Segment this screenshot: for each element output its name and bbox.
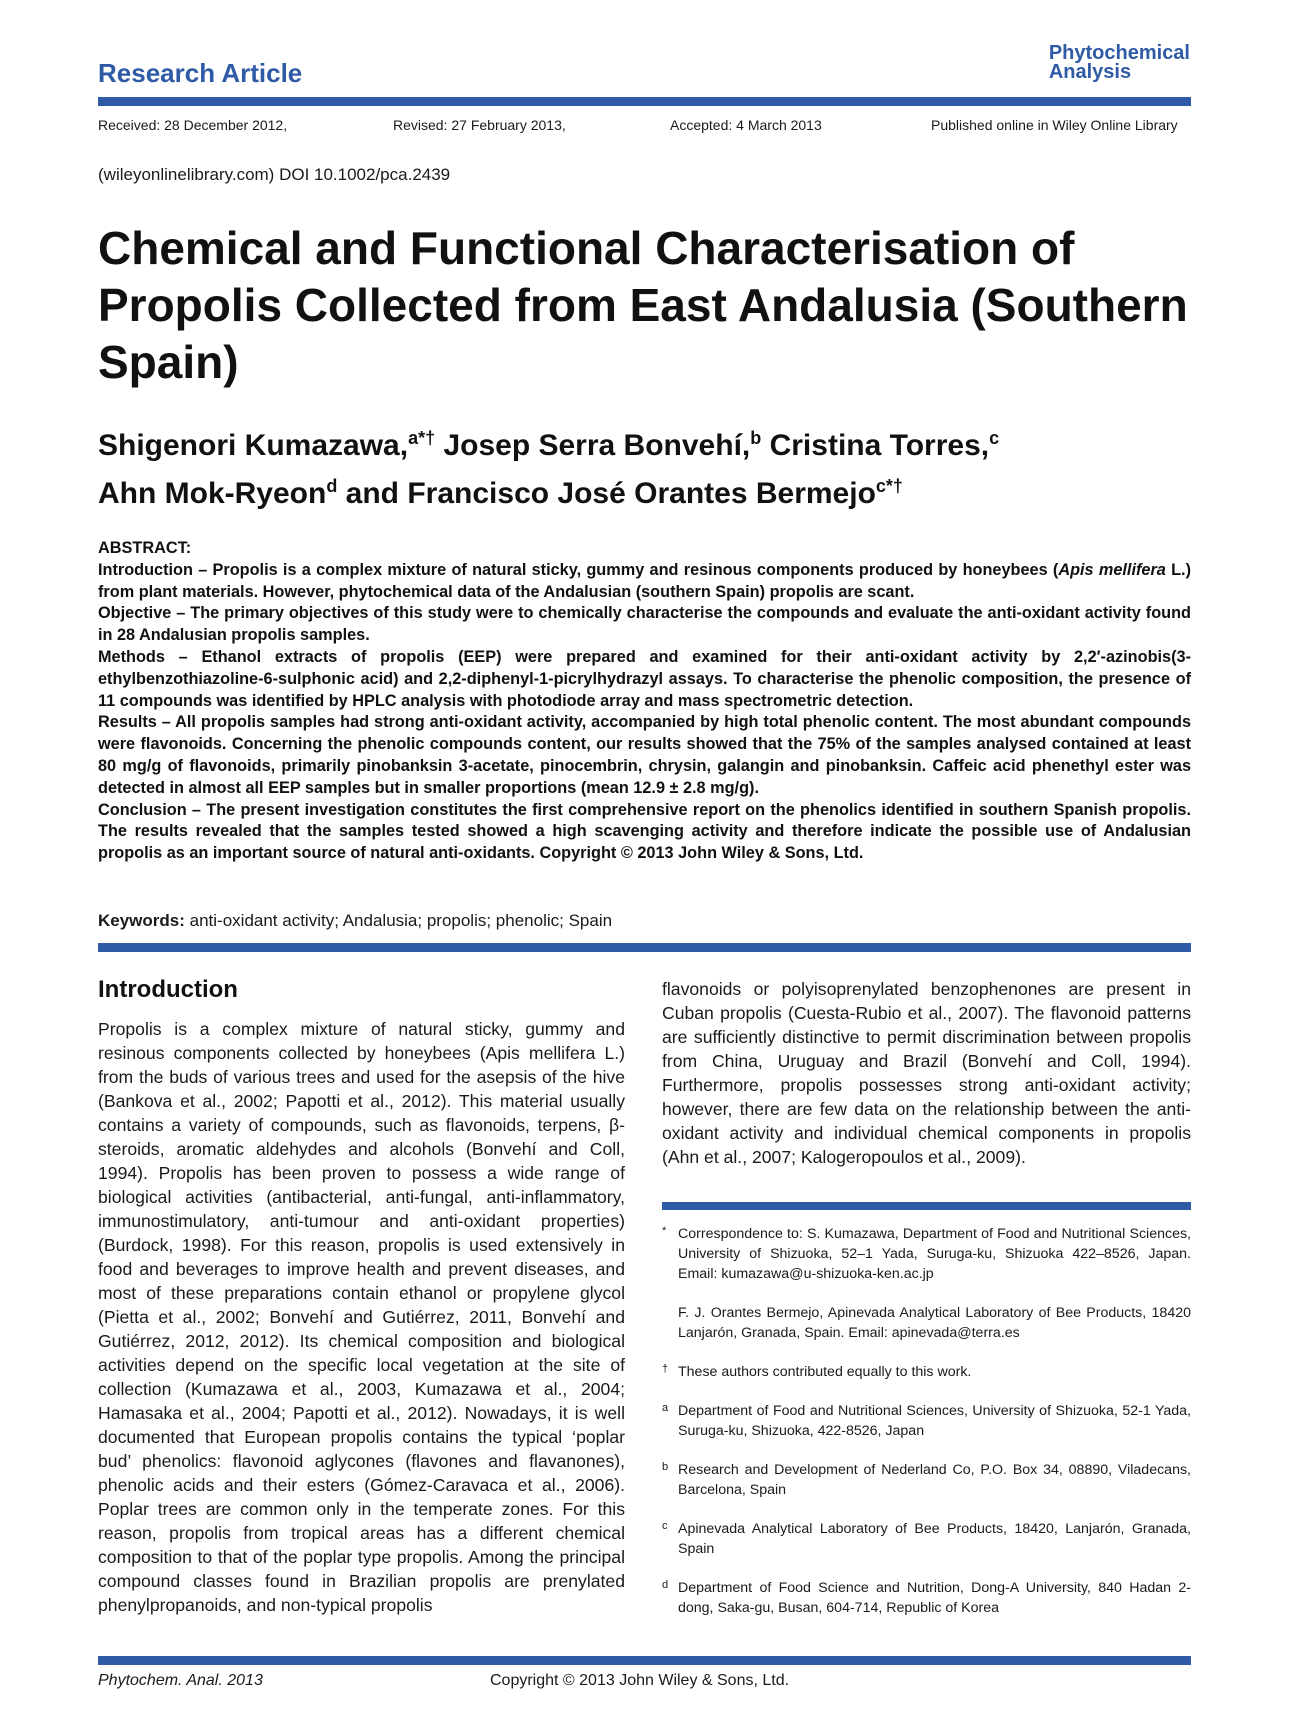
doi-line: (wileyonlinelibrary.com) DOI 10.1002/pca.2439 xyxy=(98,165,451,184)
footnote-item: d Department of Food Science and Nutrition, Dong-A University, 840 Hadan 2-dong, Saka-gu, Busan, 604-714, Republic of Korea xyxy=(662,1578,1191,1618)
keywords-label: Keywords: xyxy=(98,911,185,930)
abstract-methods: Methods – Ethanol extracts of propolis (EEP) were prepared and examined for their anti-oxidant activity by 2,2′-azinobis(3-ethylbenzothiazoline-6-sulphonic acid) and 2,2-diphenyl-1-picrylhydrazyl assays. To characterise the phenolic composition, the presence of 11 compounds was identified by HPLC analysis with photodiode array and mass spectrometric detection. xyxy=(98,647,1191,710)
footnote-marker: b xyxy=(662,1461,669,1473)
author-name: Cristina Torres, xyxy=(769,429,990,462)
author-affiliation-mark: c xyxy=(989,428,1000,448)
footnote-item: c Apinevada Analytical Laboratory of Bee Products, 18420, Lanjarón, Granada, Spain xyxy=(662,1519,1191,1559)
header-rule xyxy=(98,97,1191,106)
footnote-item: b Research and Development of Nederland Co, P.O. Box 34, 08890, Viladecans, Barcelona, Spain xyxy=(662,1460,1191,1500)
published-note: Published online in Wiley Online Library xyxy=(931,117,1178,133)
received-date: Received: 28 December 2012, xyxy=(98,117,288,133)
author-list xyxy=(98,418,1198,514)
abstract-results: Results – All propolis samples had strong anti-oxidant activity, accompanied by high total phenolic content. The most abundant compounds were flavonoids. Concerning the phenolic compounds content, our results showed that the 75% of the samples analysed contained at least 80 mg/g of flavonoids, primarily pinobanksin 3-acetate, pinocembrin, chrysin, galangin and pinobanksin. Caffeic acid phenethyl ester was detected in almost all EEP samples but in smaller proportions (mean 12.9 ± 2.8 mg/g). xyxy=(98,713,1191,797)
author-affiliation-mark: a*† xyxy=(408,428,436,448)
keywords-text: anti-oxidant activity; Andalusia; propolis; phenolic; Spain xyxy=(184,911,613,930)
footnote-marker: c xyxy=(662,1520,668,1532)
footnote-item: a Department of Food and Nutritional Sciences, University of Shizuoka, 52-1 Yada, Suruga-ku, Shizuoka, 422-8526, Japan xyxy=(662,1401,1191,1441)
author-name: Francisco José Orantes Bermejo xyxy=(407,477,876,510)
footnote-rule xyxy=(662,1202,1191,1210)
footnote-item: * Correspondence to: S. Kumazawa, Department of Food and Nutritional Sciences, University of Shizuoka, 52–1 Yada, Suruga-ku, Shizuoka 422–8526, Japan. Email: kumazawa@u-shizuoka-ken.ac.jp xyxy=(662,1224,1191,1284)
abstract-objective: Objective – The primary objectives of this study were to chemically characterise the compounds and evaluate the anti-oxidant activity found in 28 Andalusian propolis samples. xyxy=(98,604,1191,645)
author-name: Shigenori Kumazawa, xyxy=(98,429,409,462)
revised-date: Revised: 27 February 2013, xyxy=(393,117,566,133)
footnote-item: † These authors contributed equally to this work. xyxy=(662,1362,1191,1382)
author-name: Ahn Mok-Ryeon xyxy=(98,477,327,510)
keywords xyxy=(98,911,612,931)
footnote-item: F. J. Orantes Bermejo, Apinevada Analytical Laboratory of Bee Products, 18420 Lanjarón, Granada, Spain. Email: apinevada@terra.es xyxy=(678,1305,1191,1341)
section-label: Research Article xyxy=(98,58,303,88)
footnote-marker: a xyxy=(662,1402,669,1414)
abstract-conclusion: Conclusion – The present investigation constitutes the first comprehensive report on the phenolics identified in southern Spanish propolis. The results revealed that the samples tested showed a high scavenging activity and therefore indicate the possible use of Andalusian propolis as an important source of natural anti-oxidants. Copyright © 2013 John Wiley & Sons, Ltd. xyxy=(98,800,1191,863)
keywords-rule xyxy=(98,943,1191,952)
author-affiliation-mark: b xyxy=(750,428,762,448)
introduction-heading: Introduction xyxy=(98,976,238,1003)
footnote-marker: † xyxy=(662,1363,669,1375)
footnotes xyxy=(662,1224,1191,1637)
article-title: Chemical and Functional Characterisation of Propolis Collected from East Andalusia (Southern Spain) xyxy=(98,222,1188,388)
author-and: and xyxy=(345,477,400,510)
footnote-marker: d xyxy=(662,1579,669,1591)
footer-copyright: Copyright © 2013 John Wiley & Sons, Ltd. xyxy=(490,1672,790,1689)
abstract-heading: ABSTRACT: xyxy=(98,539,192,557)
footer-rule xyxy=(98,1656,1191,1665)
introduction-left-column: Propolis is a complex mixture of natural sticky, gummy and resinous components collected by honeybees (Apis mellifera L.) from the buds of various trees and used for the asepsis of the hive (Bankova et al., 2002; Papotti et al., 2012). This material usually contains a variety of compounds, such as flavonoids, terpens, β-steroids, aromatic aldehydes and alcohols (Bonvehí and Coll, 1994). Propolis has been proven to possess a wide range of biological activities (antibacterial, anti-fungal, anti-inflammatory, immunostimulatory, anti-tumour and anti-oxidant properties) (Burdock, 1998). For this reason, propolis is used extensively in food and beverages to improve health and prevent diseases, and most of these preparations contain ethanol or propylene glycol (Pietta et al., 2002; Bonvehí and Gutiérrez, 2011, Bonvehí and Gutiérrez, 2012, 2012). Its chemical composition and biological activities depend on the specific local vegetation at the site of collection (Kumazawa et al., 2003, Kumazawa et al., 2004; Hamasaka et al., 2004; Papotti et al., 2012). Nowadays, it is well documented that European propolis contains the typical ‘poplar bud’ phenolics: flavonoid aglycones (flavones and flavanones), phenolic acids and their esters (Gómez-Caravaca et al., 2006). Poplar trees are common only in the temperate zones. For this reason, propolis from tropical areas has a different chemical composition to that of the poplar type propolis. Among the principal compound classes found in Brazilian propolis are prenylated phenylpropanoids, and non-typical propolis xyxy=(98,1019,625,1615)
author-name: Josep Serra Bonvehí, xyxy=(443,429,751,462)
abstract-introduction: Introduction – Propolis is a complex mixture of natural sticky, gummy and resinous components produced by honeybees (Apis mellifera L.) from plant materials. However, phytochemical data of the Andalusian (southern Spain) propolis are scant. xyxy=(98,560,1191,601)
footnote-marker: * xyxy=(662,1225,667,1237)
author-affiliation-mark: c*† xyxy=(875,476,903,496)
introduction-right-column: flavonoids or polyisoprenylated benzophenones are present in Cuban propolis (Cuesta-Rubio et al., 2007). The flavonoid patterns are sufficiently distinctive to permit discrimination between propolis from China, Uruguay and Brazil (Bonvehí and Coll, 1994). Furthermore, propolis possesses strong anti-oxidant activity; however, there are few data on the relationship between the anti-oxidant activity and individual chemical components in propolis (Ahn et al., 2007; Kalogeropoulos et al., 2009). xyxy=(662,979,1191,1167)
abstract xyxy=(98,538,1191,865)
footer-journal: Phytochem. Anal. 2013 xyxy=(98,1672,263,1689)
accepted-date: Accepted: 4 March 2013 xyxy=(670,117,822,133)
journal-name-line2: Analysis xyxy=(1048,61,1132,83)
journal-logo xyxy=(1049,44,1190,82)
journal-name-line1: Phytochemical xyxy=(1048,42,1190,64)
author-affiliation-mark: d xyxy=(326,476,338,496)
